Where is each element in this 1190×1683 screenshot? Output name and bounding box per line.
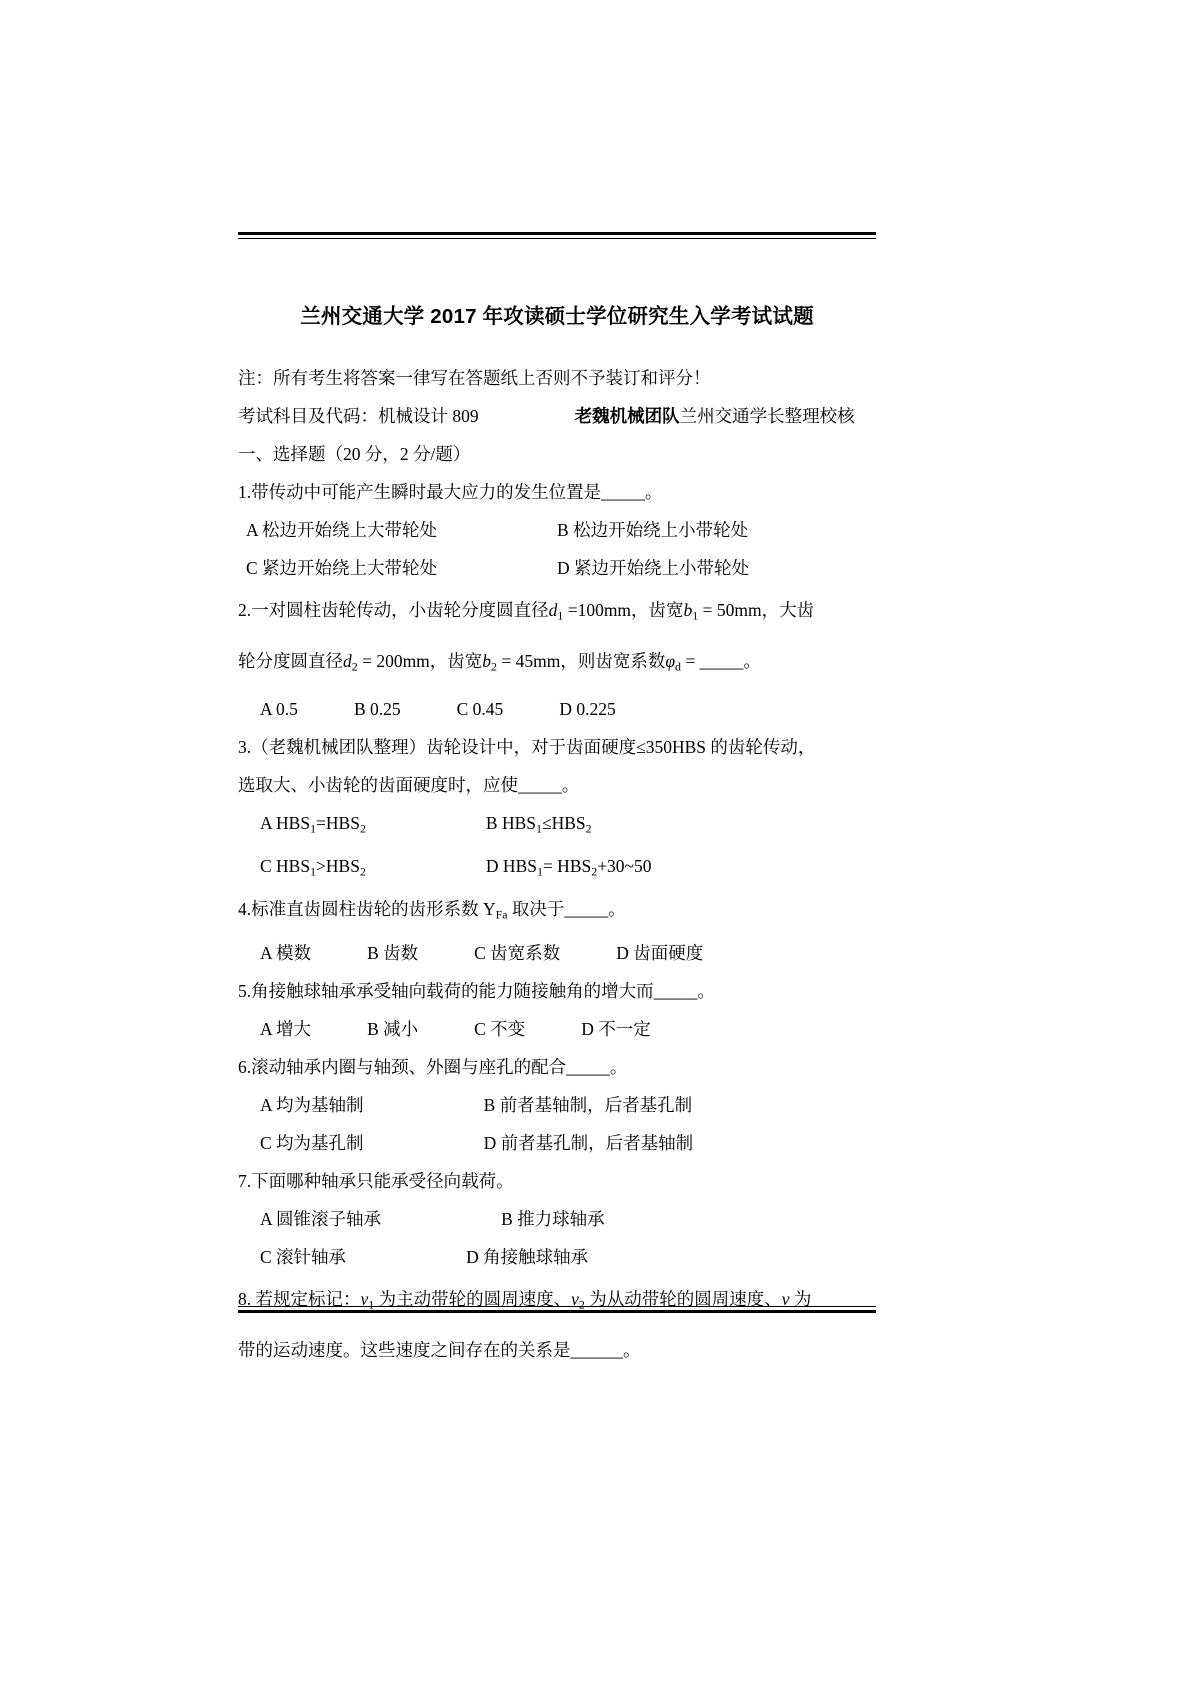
- question-7-stem: 7.下面哪种轴承只能承受径向载荷。: [238, 1170, 514, 1191]
- question-7-options-row-1: [238, 1200, 876, 1238]
- option-a: A 0.5: [260, 698, 298, 719]
- question-4-stem: 4.标准直齿圆柱齿轮的齿形系数 $Y_{Fa}$ 取决于_____。: [238, 899, 626, 922]
- question-7-options-row-2: [238, 1238, 876, 1276]
- option-b: B 0.25: [353, 698, 401, 719]
- team-stamp-plain: 兰州交通学长整理校核: [679, 406, 855, 426]
- document-body: [238, 232, 876, 1373]
- section-heading: 一、选择题（20 分，2 分/题）: [238, 444, 471, 464]
- option-d: D 前者基孔制，后者基轴制: [483, 1132, 694, 1153]
- option-b: B $HBS_1\le HBS_2$: [485, 812, 592, 835]
- question-4-options-row: [238, 934, 876, 972]
- option-a: A 圆锥滚子轴承: [260, 1208, 382, 1229]
- option-b: B 推力球轴承: [501, 1208, 605, 1229]
- question-6-options-row-2: [238, 1124, 876, 1162]
- question-8-stem-line-2: 带的运动速度。这些速度之间存在的关系是______。: [238, 1339, 641, 1360]
- question-2-stem-line-1: 2.一对圆柱齿轮传动，小齿轮分度圆直径$d_1 =100mm$，齿宽$b_1 = 50mm$，大齿: [238, 600, 815, 623]
- option-b: B 齿数: [367, 942, 419, 963]
- option-a: A 增大: [260, 1018, 312, 1039]
- question-6-stem: 6.滚动轴承内圈与轴颈、外圈与座孔的配合_____。: [238, 1056, 628, 1077]
- option-c: C 紧边开始绕上大带轮处: [246, 558, 438, 578]
- option-a: A 松边开始绕上大带轮处: [246, 520, 438, 540]
- option-d: D $HBS_1=$ $HBS_2+30\sim 50$: [485, 855, 652, 879]
- header-divider-rule: [238, 232, 876, 239]
- option-b: B 松边开始绕上小带轮处: [557, 520, 749, 540]
- option-d: D 0.225: [559, 698, 616, 719]
- question-3-options-row-2: [238, 847, 876, 890]
- question-1-stem: 1.带传动中可能产生瞬时最大应力的发生位置是_____。: [238, 482, 663, 502]
- option-a: A $HBS_1=HBS_2$: [260, 812, 366, 835]
- option-c: C 不变: [474, 1018, 526, 1039]
- question-1-options-row-1: [238, 511, 876, 549]
- option-c: C 齿宽系数: [474, 942, 561, 963]
- option-c: C $HBS_1>HBS_2$: [260, 855, 366, 879]
- exam-note: 注：所有考生将答案一律写在答题纸上否则不予装订和评分！: [238, 368, 711, 388]
- question-1-options-row-2: [238, 549, 876, 587]
- option-c: C 0.45: [456, 698, 504, 719]
- option-c: C 滚针轴承: [260, 1246, 347, 1267]
- option-b: B 前者基轴制，后者基孔制: [483, 1094, 693, 1115]
- option-b: B 减小: [367, 1018, 419, 1039]
- question-5-stem: 5.角接触球轴承承受轴向载荷的能力随接触角的增大而_____。: [238, 980, 715, 1001]
- subject-row: [238, 397, 876, 435]
- question-2-options-row: [238, 690, 876, 728]
- page-title: 兰州交通大学 2017 年攻读硕士学位研究生入学考试试题: [300, 305, 814, 328]
- option-d: D 紧边开始绕上小带轮处: [557, 558, 750, 578]
- option-c: C 均为基孔制: [260, 1132, 364, 1153]
- question-3-options-row-1: [238, 804, 876, 847]
- footer-divider-rule: [238, 1306, 876, 1313]
- team-stamp-bold: 老魏机械团队: [574, 406, 680, 426]
- option-d: D 齿面硬度: [616, 942, 704, 963]
- question-3-stem-line-1: 3.（老魏机械团队整理）齿轮设计中，对于齿面硬度≤350HBS 的齿轮传动，: [238, 736, 816, 757]
- option-a: A 模数: [260, 942, 312, 963]
- option-a: A 均为基轴制: [260, 1094, 364, 1115]
- option-d: D 角接触球轴承: [466, 1246, 589, 1267]
- option-d: D 不一定: [581, 1018, 651, 1039]
- subject-label: 考试科目及代码：机械设计 809: [238, 406, 479, 426]
- question-6-options-row-1: [238, 1086, 876, 1124]
- question-3-stem-line-2: 选取大、小齿轮的齿面硬度时，应使_____。: [238, 774, 580, 795]
- question-2-stem-line-2: 轮分度圆直径$d_2 = 200mm$，齿宽$b_2 = 45mm$，则齿宽系数$\varphi_d$ = _____。: [238, 651, 761, 674]
- question-5-options-row: [238, 1010, 876, 1048]
- question-8-stem-line-1: 8. 若规定标记：$v_1$ 为主动带轮的圆周速度、$v_2$ 为从动带轮的圆周速度、v 为: [238, 1288, 812, 1311]
